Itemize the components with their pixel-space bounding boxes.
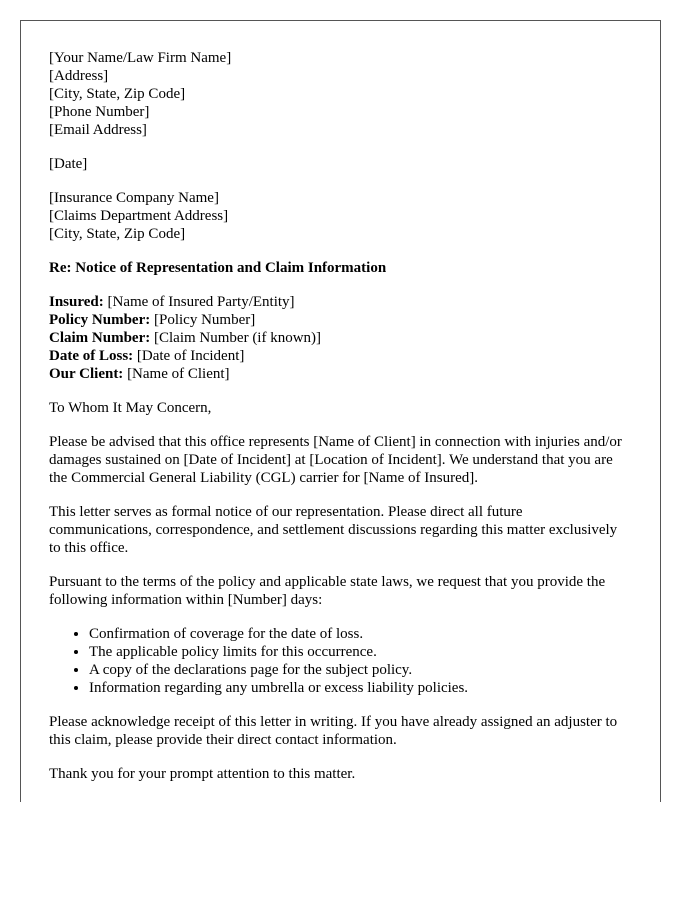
- sender-email: [Email Address]: [49, 122, 147, 138]
- letter-content: [49, 49, 629, 799]
- detail-value: [Policy Number]: [150, 312, 256, 328]
- claim-details: [49, 293, 629, 383]
- list-item: • The applicable policy limits for this occurrence.: [89, 643, 629, 661]
- detail-label: Claim Number:: [49, 330, 151, 346]
- list-item: • Information regarding any umbrella or excess liability policies.: [89, 679, 629, 697]
- paragraph-thanks: Thank you for your prompt attention to this matter.: [49, 766, 356, 782]
- letter-page: [20, 20, 661, 802]
- detail-value: [Name of Client]: [123, 366, 230, 382]
- detail-our-client: [49, 365, 629, 383]
- detail-value: [Claim Number (if known)]: [150, 330, 322, 346]
- recipient-company: [Insurance Company Name]: [49, 190, 219, 206]
- date-block: [49, 155, 629, 173]
- detail-policy-number: [49, 311, 629, 329]
- sender-name: [Your Name/Law Firm Name]: [49, 50, 232, 66]
- detail-label: Policy Number:: [49, 312, 151, 328]
- paragraph-representation: Please be advised that this office represents [Name of Client] in connection with injuries and/or damages sustained on [Date of Incident] at [Location of Incident]. We understand that you are the Commercial General Liability (CGL) carrier for [Name of Insured].: [49, 434, 622, 486]
- detail-insured: [49, 293, 629, 311]
- sender-block: [49, 49, 629, 139]
- list-item: • A copy of the declarations page for the subject policy.: [89, 661, 629, 679]
- recipient-address: [Claims Department Address]: [49, 208, 229, 224]
- paragraph-information-request: Pursuant to the terms of the policy and applicable state laws, we request that you provide the following information within [Number] days:: [49, 574, 606, 608]
- detail-claim-number: [49, 329, 629, 347]
- list-item: • Confirmation of coverage for the date of loss.: [89, 625, 629, 643]
- salutation: To Whom It May Concern,: [49, 400, 212, 416]
- detail-value: [Name of Insured Party/Entity]: [103, 294, 295, 310]
- recipient-block: [49, 189, 629, 243]
- paragraph-acknowledge: Please acknowledge receipt of this letter in writing. If you have already assigned an adjuster to this claim, please provide their direct contact information.: [49, 714, 618, 748]
- subject-line: Re: Notice of Representation and Claim Information: [49, 260, 387, 276]
- detail-label: Insured:: [49, 294, 104, 310]
- letter-date: [Date]: [49, 156, 88, 172]
- sender-phone: [Phone Number]: [49, 104, 150, 120]
- sender-city: [City, State, Zip Code]: [49, 86, 186, 102]
- recipient-city: [City, State, Zip Code]: [49, 226, 186, 242]
- request-list: [49, 625, 629, 697]
- detail-label: Date of Loss:: [49, 348, 134, 364]
- sender-address: [Address]: [49, 68, 109, 84]
- detail-label: Our Client:: [49, 366, 124, 382]
- detail-date-of-loss: [49, 347, 629, 365]
- paragraph-formal-notice: This letter serves as formal notice of our representation. Please direct all future communications, correspondence, and settlement discussions regarding this matter exclusively to this office.: [49, 504, 618, 556]
- detail-value: [Date of Incident]: [133, 348, 245, 364]
